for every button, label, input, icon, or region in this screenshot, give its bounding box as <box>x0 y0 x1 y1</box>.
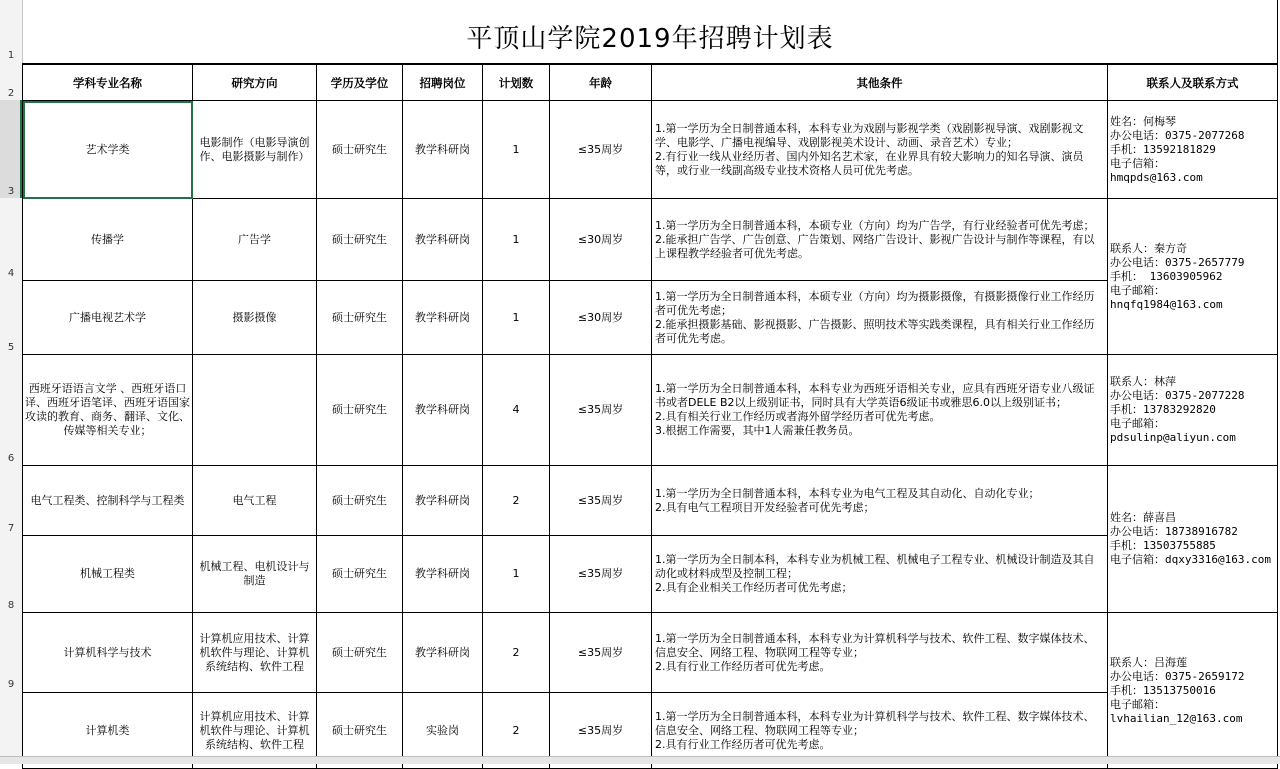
cell-age[interactable]: ≤30周岁 <box>550 281 652 355</box>
cell-conditions[interactable] <box>652 466 1108 536</box>
row-number-7[interactable]: 7 <box>7 523 15 534</box>
cell-major[interactable]: 计算机类 <box>23 693 193 769</box>
table-row <box>23 536 1278 613</box>
cell-contact[interactable]: 姓名：何梅琴 办公电话：0375-2077268 手机：13592181829 电子信箱： hmqpds@163.com <box>1108 101 1278 199</box>
cell-contact[interactable]: 联系人：秦方奇 办公电话：0375-2657779 手机： 13603905962 电子邮箱： hnqfq1984@163.com <box>1108 199 1278 355</box>
cell-degree[interactable]: 硕士研究生 <box>317 101 403 199</box>
condition-line: 2.具有电气工程项目开发经验者可优先考虑； <box>655 500 875 514</box>
table-row <box>23 466 1278 536</box>
cell-contact[interactable]: 联系人：吕海莲 办公电话：0375-2659172 手机：13513750016 电子邮箱： lvhailian_12@163.com <box>1108 613 1278 769</box>
header-direction[interactable]: 研究方向 <box>193 65 317 101</box>
cell-age[interactable]: ≤35周岁 <box>550 693 652 769</box>
header-conditions[interactable]: 其他条件 <box>652 65 1108 101</box>
condition-line: 1.第一学历为全日制普通本科，本科专业为计算机科学与技术、软件工程、数字媒体技术、信息安全、网络工程、物联网工程等专业； <box>655 631 1095 659</box>
condition-line: 1.第一学历为全日制本科，本科专业为机械工程、机械电子工程专业、机械设计制造及其自动化或材料成型及控制工程； <box>655 553 1095 580</box>
header-age[interactable]: 年龄 <box>550 65 652 101</box>
cell-major[interactable]: 计算机科学与技术 <box>23 613 193 693</box>
row-number-2[interactable]: 2 <box>7 88 15 99</box>
cell-post[interactable]: 教学科研岗 <box>403 466 483 536</box>
cell-direction[interactable]: 电影制作（电影导演创作、电影摄影与制作） <box>193 101 317 199</box>
cell-post[interactable]: 教学科研岗 <box>403 101 483 199</box>
cell-age[interactable]: ≤35周岁 <box>550 536 652 613</box>
table-row <box>23 101 1278 199</box>
row-number-4[interactable]: 4 <box>7 268 15 279</box>
cell-age[interactable]: ≤35周岁 <box>550 613 652 693</box>
cell-major[interactable]: 电气工程类、控制科学与工程类 <box>23 466 193 536</box>
cell-major[interactable]: 广播电视艺术学 <box>23 281 193 355</box>
condition-line: 2.有行业一线从业经历者、国内外知名艺术家，在业界具有较大影响力的知名导演、演员等，或行业一线副高级专业技术资格人员可优先考虑。 <box>655 149 1084 177</box>
cell-major[interactable]: 西班牙语语言文学 、西班牙语口译、西班牙语笔译、西班牙语国家攻读的教育、商务、翻译、文化、传媒等相关专业； <box>23 355 193 466</box>
cell-conditions[interactable] <box>652 199 1108 281</box>
cell-direction[interactable]: 摄影摄像 <box>193 281 317 355</box>
condition-line: 1.第一学历为全日制普通本科，本科专业为计算机科学与技术、软件工程、数字媒体技术、信息安全、网络工程、物联网工程等专业； <box>655 709 1095 737</box>
cell-contact[interactable]: 姓名：薛喜昌 办公电话：18738916782 手机：13503755885 电子信箱：dqxy3316@163.com <box>1108 466 1278 613</box>
cell-post[interactable]: 教学科研岗 <box>403 355 483 466</box>
cell-post[interactable]: 教学科研岗 <box>403 199 483 281</box>
cell-count[interactable]: 1 <box>483 199 550 281</box>
cell-degree[interactable]: 硕士研究生 <box>317 693 403 769</box>
table-row <box>23 613 1278 693</box>
cell-conditions[interactable] <box>652 101 1108 199</box>
cell-degree[interactable]: 硕士研究生 <box>317 355 403 466</box>
cell-conditions[interactable] <box>652 355 1108 466</box>
header-contact[interactable]: 联系人及联系方式 <box>1108 65 1278 101</box>
header-major[interactable]: 学科专业名称 <box>23 65 193 101</box>
cell-count[interactable]: 2 <box>483 613 550 693</box>
cell-major[interactable]: 艺术学类 <box>23 101 193 199</box>
condition-line: 1.第一学历为全日制普通本科，本科专业为戏剧与影视学类（戏剧影视导演、戏剧影视文学、电影学、广播电视编导、戏剧影视美术设计、动画、录音艺术）专业； <box>655 121 1084 149</box>
header-count[interactable]: 计划数 <box>483 65 550 101</box>
cell-count[interactable]: 1 <box>483 536 550 613</box>
cell-major[interactable]: 机械工程类 <box>23 536 193 613</box>
cell-conditions[interactable] <box>652 613 1108 693</box>
row-number-6[interactable]: 6 <box>7 453 15 464</box>
condition-line: 1.第一学历为全日制普通本科，本硕专业（方向）均为广告学，有行业经验者可优先考虑； <box>655 218 1095 232</box>
cell-post[interactable]: 教学科研岗 <box>403 536 483 613</box>
table-row <box>23 355 1278 466</box>
cell-age[interactable]: ≤35周岁 <box>550 101 652 199</box>
cell-post[interactable]: 实验岗 <box>403 693 483 769</box>
cell-direction[interactable]: 机械工程、电机设计与制造 <box>193 536 317 613</box>
cell-major[interactable]: 传播学 <box>23 199 193 281</box>
sheet-title: 平顶山学院2019年招聘计划表 <box>466 24 834 54</box>
cell-degree[interactable]: 硕士研究生 <box>317 613 403 693</box>
condition-line: 2.具有企业相关工作经历者可优先考虑； <box>655 581 853 594</box>
cell-degree[interactable]: 硕士研究生 <box>317 281 403 355</box>
condition-line: 2.能承担广告学、广告创意、广告策划、网络广告设计、影视广告设计与制作等课程，有以上课程教学经验者可优先考虑。 <box>655 232 1095 260</box>
table-row <box>23 199 1278 281</box>
condition-line: 2.能承担摄影基础、影视摄影、广告摄影、照明技术等实践类课程，具有相关行业工作经历者可优先考虑。 <box>655 317 1095 345</box>
row-number-3[interactable]: 3 <box>7 186 15 197</box>
cell-contact[interactable]: 联系人：林萍 办公电话：0375-2077228 手机：13783292820 电子邮箱： pdsulinp@aliyun.com <box>1108 355 1278 466</box>
condition-line: 2.具有相关行业工作经历或者海外留学经历者可优先考虑。 <box>655 410 941 423</box>
condition-line: 1.第一学历为全日制普通本科，本硕专业（方向）均为摄影摄像，有摄影摄像行业工作经历者可优先考虑； <box>655 289 1095 317</box>
cell-degree[interactable]: 硕士研究生 <box>317 536 403 613</box>
cell-age[interactable]: ≤35周岁 <box>550 355 652 466</box>
cell-count[interactable]: 2 <box>483 693 550 769</box>
table-row <box>23 281 1278 355</box>
cell-conditions[interactable] <box>652 281 1108 355</box>
cell-count[interactable]: 1 <box>483 101 550 199</box>
row-number-8[interactable]: 8 <box>7 600 15 611</box>
condition-line: 1.第一学历为全日制普通本科，本科专业为电气工程及其自动化、自动化专业； <box>655 486 1040 500</box>
condition-line: 1.第一学历为全日制普通本科，本科专业为西班牙语相关专业，应具有西班牙语专业八级证书或者DELE B2以上级别证书，同时具有大学英语6级证书或雅思6.0以上级别证书； <box>655 382 1095 409</box>
cell-post[interactable]: 教学科研岗 <box>403 613 483 693</box>
header-degree[interactable]: 学历及学位 <box>317 65 403 101</box>
cell-conditions[interactable] <box>652 536 1108 613</box>
cell-degree[interactable]: 硕士研究生 <box>317 199 403 281</box>
row-number-9[interactable]: 9 <box>7 679 15 690</box>
cell-count[interactable]: 1 <box>483 281 550 355</box>
cell-direction[interactable]: 广告学 <box>193 199 317 281</box>
cell-direction[interactable]: 电气工程 <box>193 466 317 536</box>
cell-degree[interactable]: 硕士研究生 <box>317 466 403 536</box>
row-number-1[interactable]: 1 <box>7 50 15 61</box>
recruitment-table <box>22 64 1278 769</box>
cell-direction[interactable]: 计算机应用技术、计算机软件与理论、计算机系统结构、软件工程 <box>193 613 317 693</box>
cell-age[interactable]: ≤30周岁 <box>550 199 652 281</box>
title-cell[interactable] <box>22 0 1278 64</box>
cell-direction[interactable]: 计算机应用技术、计算机软件与理论、计算机系统结构、软件工程 <box>193 693 317 769</box>
cell-direction[interactable] <box>193 355 317 466</box>
condition-line: 3.根据工作需要，其中1人需兼任教务员。 <box>655 424 860 437</box>
condition-line: 2.具有行业工作经历者可优先考虑。 <box>655 659 831 673</box>
cell-count[interactable]: 2 <box>483 466 550 536</box>
header-row <box>23 65 1278 101</box>
selected-row-header <box>0 100 22 198</box>
header-post[interactable]: 招聘岗位 <box>403 65 483 101</box>
cell-age[interactable]: ≤35周岁 <box>550 466 652 536</box>
cell-post[interactable]: 教学科研岗 <box>403 281 483 355</box>
condition-line: 2.具有行业工作经历者可优先考虑。 <box>655 737 831 751</box>
cell-count[interactable]: 4 <box>483 355 550 466</box>
row-number-5[interactable]: 5 <box>7 342 15 353</box>
